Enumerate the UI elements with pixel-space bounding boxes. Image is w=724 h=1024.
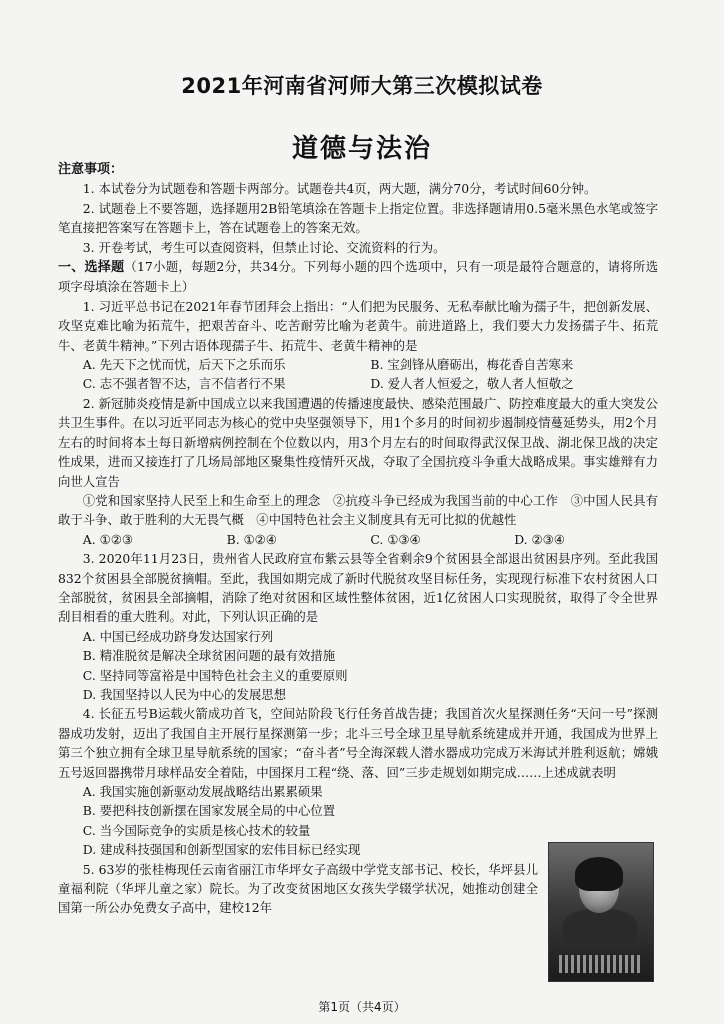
option-row bbox=[58, 530, 658, 549]
notice-item: 3. 开卷考试，考生可以查阅资料，但禁止讨论、交流资料的行为。 bbox=[82, 239, 446, 255]
option: D. 爱人者人恒爱之，敬人者人恒敬之 bbox=[370, 376, 574, 392]
option: D. 建成科技强国和创新型国家的宏伟目标已经实现 bbox=[82, 842, 361, 858]
option: C. 志不强者智不达，言不信者行不果 bbox=[82, 376, 286, 392]
question-stem: 3. 2020年11月23日，贵州省人民政府宣布紫云县等全省剩余9个贫困县全部退出贫困县序列。至此我国832个贫困县全部脱贫摘帽。至此，我国如期完成了新时代脱贫攻坚目标任务，实现现行标准下农村贫困人口全部脱贫，贫困县全部摘帽，消除了绝对贫困和区域性整体贫困，近1亿贫困人口实现脱贫，取得了令全世界刮目相看的重大胜利。对此，下列认识正确的是 bbox=[58, 551, 658, 625]
section-heading bbox=[58, 257, 658, 297]
option-row bbox=[58, 355, 658, 374]
option: A. 中国已经成功跻身发达国家行列 bbox=[82, 628, 274, 644]
option: A. 先天下之忧而忧，后天下之乐而乐 bbox=[82, 357, 286, 373]
notice-heading: 注意事项： bbox=[58, 162, 124, 177]
option: D. 我国坚持以人民为中心的发展思想 bbox=[82, 686, 287, 702]
option: A. 我国实施创新驱动发展战略结出累累硕果 bbox=[82, 784, 323, 799]
statement: ④中国特色社会主义制度具有无可比拟的优越性 bbox=[256, 512, 517, 528]
question-stem: 4. 长征五号B运载火箭成功首飞，空间站阶段飞行任务首战告捷；我国首次火星探测任务“天问一号”探测器成功发射，迈出了我国自主开展行星探测第一步；北斗三号全球卫星导航系统建成并开通，我国成为世界上第三个独立拥有全球卫星导航系统的国家；“奋斗者”号全海深载人潜水器成功完成万米海试并胜利返航；嫦娥五号返回器携带月球样品安全着陆，中国探月工程“绕、落、回”三步走规划如期完成……上述成就表明 bbox=[58, 706, 658, 780]
photo-hair bbox=[575, 857, 623, 891]
portrait-photo bbox=[548, 842, 654, 982]
statement: ③中国人民具有敢于斗争、敢于胜利的大无畏气概 bbox=[58, 492, 659, 528]
option: A. ①②③ bbox=[82, 531, 133, 547]
statement: ②抗疫斗争已经成为我国当前的中心工作 bbox=[332, 492, 559, 508]
question-stem: 2. 新冠肺炎疫情是新中国成立以来我国遭遇的传播速度最快、感染范围最广、防控难度最大的重大突发公共卫生事件。在以习近平同志为核心的党中央坚强领导下，用1个多月的时间初步遏制疫情蔓延势头，用2个月左右的时间将本土每日新增病例控制在个位数以内，用3个月左右的时间取得武汉保卫战、湖北保卫战的决定性成果，进而又接连打了几场局部地区聚集性疫情歼灭战，夺取了全国抗疫斗争重大战略成果。事实雄辩有力向世人宣告 bbox=[58, 395, 658, 489]
section-intro: （17小题，每题2分，共34分。下列每小题的四个选项中，只有一项是最符合题意的，请将所选项字母填涂在答题卡上） bbox=[58, 259, 658, 295]
option-row bbox=[58, 374, 658, 393]
option: D. ②③④ bbox=[514, 531, 565, 547]
question-stem: 1. 习近平总书记在2021年春节团拜会上指出：“人们把为民服务、无私奉献比喻为孺子牛，把创新发展、攻坚克难比喻为拓荒牛，把艰苦奋斗、吃苦耐劳比喻为老黄牛。前进道路上，我们要大力发扬孺子牛、拓荒牛、老黄牛精神。”下列古语体现孺子牛、拓荒牛、老黄牛精神的是 bbox=[58, 298, 658, 353]
option: B. 宝剑锋从磨砺出，梅花香自苦寒来 bbox=[370, 357, 574, 373]
option: C. 坚持同等富裕是中国特色社会主义的重要原则 bbox=[82, 667, 348, 683]
subject-title: 道德与法治 bbox=[291, 134, 432, 164]
option: B. 精准脱贫是解决全球贫困问题的最有效措施 bbox=[82, 648, 336, 664]
statement: ①党和国家坚持人民至上和生命至上的理念 bbox=[82, 492, 321, 508]
exam-body bbox=[58, 160, 658, 918]
exam-title: 2021年河南省河师大第三次模拟试卷 bbox=[181, 74, 543, 98]
option: B. 要把科技创新摆在国家发展全局的中心位置 bbox=[82, 803, 336, 819]
photo-figure bbox=[563, 909, 637, 949]
photo-caption-graphic bbox=[559, 955, 643, 973]
statement-list bbox=[58, 491, 658, 530]
notice-item: 1. 本试卷分为试题卷和答题卡两部分。试题卷共4页，两大题，满分70分，考试时间60分钟。 bbox=[82, 181, 597, 197]
option: C. 当今国际竞争的实质是核心技术的较量 bbox=[82, 822, 311, 838]
question-stem: 5. 63岁的张桂梅现任云南省丽江市华坪女子高级中学党支部书记、校长，华坪县儿童福利院（华坪儿童之家）院长。为了改变贫困地区女孩失学辍学状况，她推动创建全国第一所公办免费女子高中，建校12年 bbox=[58, 861, 538, 916]
option: C. ①③④ bbox=[370, 531, 421, 547]
page-footer: 第1页（共4页） bbox=[318, 1000, 406, 1014]
notice-item: 2. 试题卷上不要答题，选择题用2B铅笔填涂在答题卡上指定位置。非选择题请用0.5毫米黑色水笔或签字笔直接把答案写在答题卡上，答在试题卷上的答案无效。 bbox=[58, 200, 658, 236]
option: B. ①②④ bbox=[226, 531, 277, 547]
section-label: 一、选择题 bbox=[58, 260, 125, 276]
